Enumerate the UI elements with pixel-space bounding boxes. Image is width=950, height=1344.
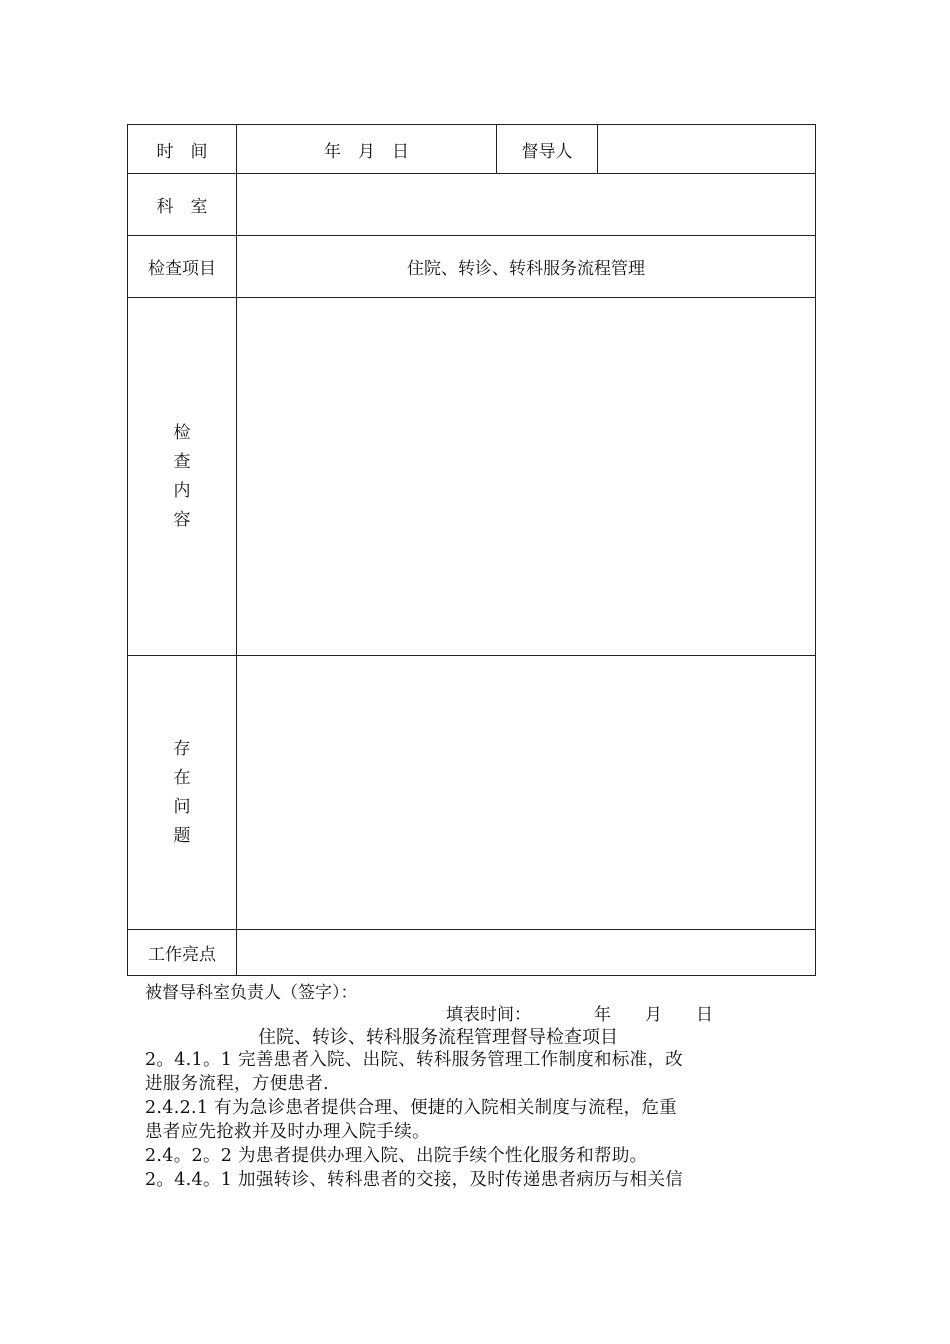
body-line: 2.4。2。2 为患者提供办理入院、出院手续个性化服务和帮助。 [145, 1146, 648, 1166]
issues-field[interactable] [237, 656, 815, 929]
supervisor-label: 督导人 [497, 125, 598, 173]
body-line: 2。4.1。1 完善患者入院、出院、转科服务管理工作制度和标准，改 [145, 1050, 684, 1070]
inspection-content-row [128, 298, 815, 656]
issues-label [128, 656, 237, 929]
issues-label-char: 问 [173, 796, 191, 817]
body-line: 2。4.4。1 加强转诊、转科患者的交接，及时传递患者病历与相关信 [145, 1170, 684, 1190]
inspection-content-label-char: 检 [173, 422, 191, 443]
inspection-content-label [128, 298, 237, 655]
department-field[interactable] [237, 174, 815, 235]
highlights-row [128, 930, 815, 975]
time-label: 时 间 [128, 125, 237, 173]
inspection-item-label: 检查项目 [128, 236, 237, 297]
issues-label-char: 存 [173, 738, 191, 759]
issues-label-char: 题 [173, 825, 191, 846]
supervision-form-table [127, 124, 816, 976]
inspection-content-label-char: 查 [173, 451, 191, 472]
time-row [128, 125, 815, 174]
signature-label: 被督导科室负责人（签字）： [145, 983, 358, 1003]
supervisor-field[interactable] [598, 125, 815, 173]
fill-time-label: 填表时间： [446, 1005, 531, 1025]
inspection-content-field[interactable] [237, 298, 815, 655]
inspection-item-row [128, 236, 815, 298]
body-line: 2.4.2.1 有为急诊患者提供合理、便捷的入院相关制度与流程，危重 [145, 1098, 677, 1118]
inspection-item-value: 住院、转诊、转科服务流程管理 [407, 259, 645, 279]
body-line: 进服务流程，方便患者. [145, 1074, 329, 1094]
highlights-label: 工作亮点 [128, 930, 237, 975]
department-label: 科 室 [128, 174, 237, 235]
issues-label-char: 在 [173, 767, 191, 788]
body-line: 患者应先抢救并及时办理入院手续。 [145, 1122, 430, 1142]
section-body [145, 1048, 815, 1192]
fill-date: 年 月 日 [594, 1005, 713, 1025]
highlights-field[interactable] [237, 930, 815, 975]
issues-row [128, 656, 815, 930]
date-field[interactable]: 年 月 日 [237, 125, 497, 173]
inspection-content-label-char: 内 [173, 480, 191, 501]
inspection-content-label-char: 容 [173, 509, 191, 530]
department-row [128, 174, 815, 236]
section-title: 住院、转诊、转科服务流程管理督导检查项目 [258, 1027, 618, 1048]
